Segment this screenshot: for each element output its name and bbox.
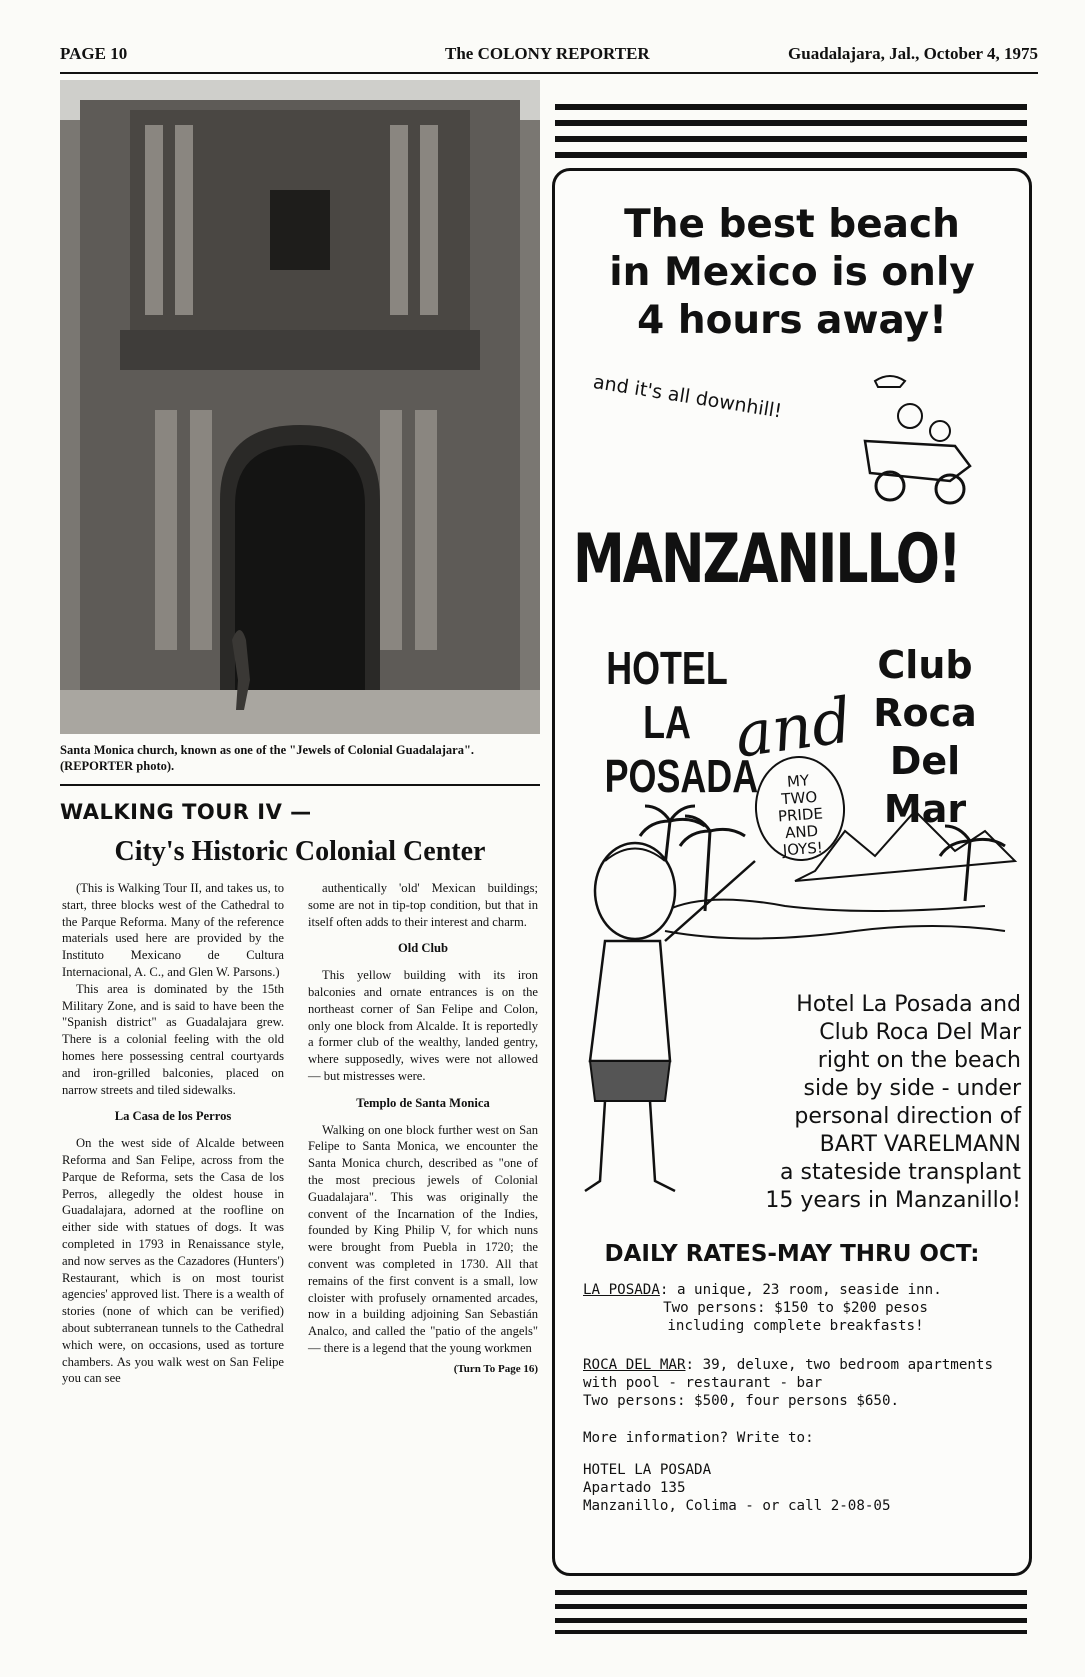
- ad-tagline: and it's all downhill!: [591, 371, 784, 423]
- article-column-1: [62, 880, 284, 1387]
- divider: [60, 784, 540, 786]
- ad-conjunction: and: [730, 683, 857, 772]
- ad-border-bar: [555, 1618, 1027, 1623]
- rate-roca-del-mar: ROCA DEL MAR: 39, deluxe, two bedroom apartments with pool - restaurant - bar Two persons: $500, four persons $650.: [583, 1357, 993, 1409]
- more-info: More information? Write to:: [583, 1430, 814, 1446]
- advertisement: [552, 168, 1032, 1576]
- ad-brand: MANZANILLO!: [573, 521, 960, 599]
- subheading: Old Club: [397, 941, 449, 956]
- jump-line: (Turn To Page 16): [453, 1362, 538, 1375]
- photo-caption: Santa Monica church, known as one of the "Jewels of Colonial Guadalajara". (REPORTER photo).: [60, 743, 475, 773]
- ad-border-bar: [555, 1604, 1027, 1609]
- ad-border-bar: [555, 104, 1027, 110]
- paragraph: This area is dominated by the 15th Military Zone, and is said to have been the "Spanish district" as Guadalajara grew. There is a colonial feeling with the old homes here possessing central courtyards and iron-grilled balconies, placed on narrow streets and tiled sidewalks.: [62, 981, 284, 1097]
- ad-border-bar: [555, 1590, 1027, 1595]
- address: HOTEL LA POSADA Apartado 135 Manzanillo, Colima - or call 2-08-05: [583, 1462, 891, 1514]
- church-photo: [60, 80, 540, 734]
- rate-la-posada: LA POSADA: a unique, 23 room, seaside inn. Two persons: $150 to $200 pesos including complete breakfasts!: [583, 1282, 942, 1334]
- hotel-name: HOTEL LA POSADA: [604, 642, 759, 802]
- ad-border-bar: [555, 152, 1027, 158]
- ad-headline: The best beach in Mexico is only 4 hours away!: [609, 202, 975, 343]
- article-headline: City's Historic Colonial Center: [114, 836, 486, 867]
- paragraph: This yellow building with its iron balconies and ornate entrances is on the northeast corner of San Felipe and Colon, only one block from Alcalde. It is reportedly a former club of the wealthy, landed gentry, where supposedly, wives were not allowed — but mistresses were.: [308, 968, 538, 1083]
- rates-title: DAILY RATES-MAY THRU OCT:: [604, 1241, 980, 1267]
- article-column-2: [308, 880, 538, 1378]
- newspaper-title: The COLONY REPORTER: [445, 44, 650, 63]
- subheading: Templo de Santa Monica: [356, 1095, 490, 1110]
- masthead: [60, 38, 1038, 74]
- speech-bubble: MY TWO PRIDE AND JOYS!: [751, 753, 848, 864]
- subheading: La Casa de los Perros: [114, 1109, 232, 1124]
- car-cartoon-icon: [845, 371, 985, 511]
- ad-border-bar: [555, 1630, 1027, 1634]
- ad-border-bar: [555, 120, 1027, 126]
- ad-description: Hotel La Posada and Club Roca Del Mar right on the beach side by side - under personal direction of BART VARELMANN a stateside transplant 15 years in Manzanillo!: [765, 992, 1021, 1213]
- dateline: Guadalajara, Jal., October 4, 1975: [788, 44, 1038, 63]
- paragraph: On the west side of Alcalde between Reforma and San Felipe, across from the Parque de Reforma, sets the Casa de los Perros, allegedly the oldest house in Guadalajara, adorned at the roofline on either side with statues of dogs. It was completed in 1793 in Renaissance style, and now serves as the Cazadores (Hunters') Restaurant, which is on most tourist agencies' approved list. There is a wealth of stories (none of which can be verified) about subterranean tunnels to the Cathedral which were, on occasions, used as torture chambers. As you walk west on San Felipe you can see: [62, 1136, 284, 1386]
- paragraph: Walking on one block further west on San Felipe to Santa Monica, we encounter the Santa Monica church, described as "one of the most precious jewels of Colonial Guadalajara". This was originally the convent of the Incarnation of the Indies, founded by King Philip V, for which nuns were brought from Puebla in 1720; the convent was completed in 1730. All that remains of the first convent is a small, low cloister with profusely ornamented arcades, now in a building adjoining San Sebastián Analco, and called the "patio of the angels" — there is a legend that the young workmen: [308, 1122, 538, 1355]
- page-number: PAGE 10: [60, 44, 128, 63]
- ad-border-bar: [555, 136, 1027, 142]
- club-name: Club Roca Del Mar: [873, 643, 977, 831]
- paragraph: authentically 'old' Mexican buildings; some are not in tip-top condition, but that in itself often adds to their interest and charm.: [308, 881, 538, 929]
- church-facade-illustration: [60, 80, 540, 734]
- paragraph: (This is Walking Tour II, and takes us, to start, three blocks west of the Cathedral to the Parque Reforma. Many of the reference materials used here are provided by the Instituto Mexicano de Cultura Internacional, A. C., and Glen W. Parsons.): [62, 881, 284, 979]
- article-kicker: WALKING TOUR IV —: [60, 800, 312, 824]
